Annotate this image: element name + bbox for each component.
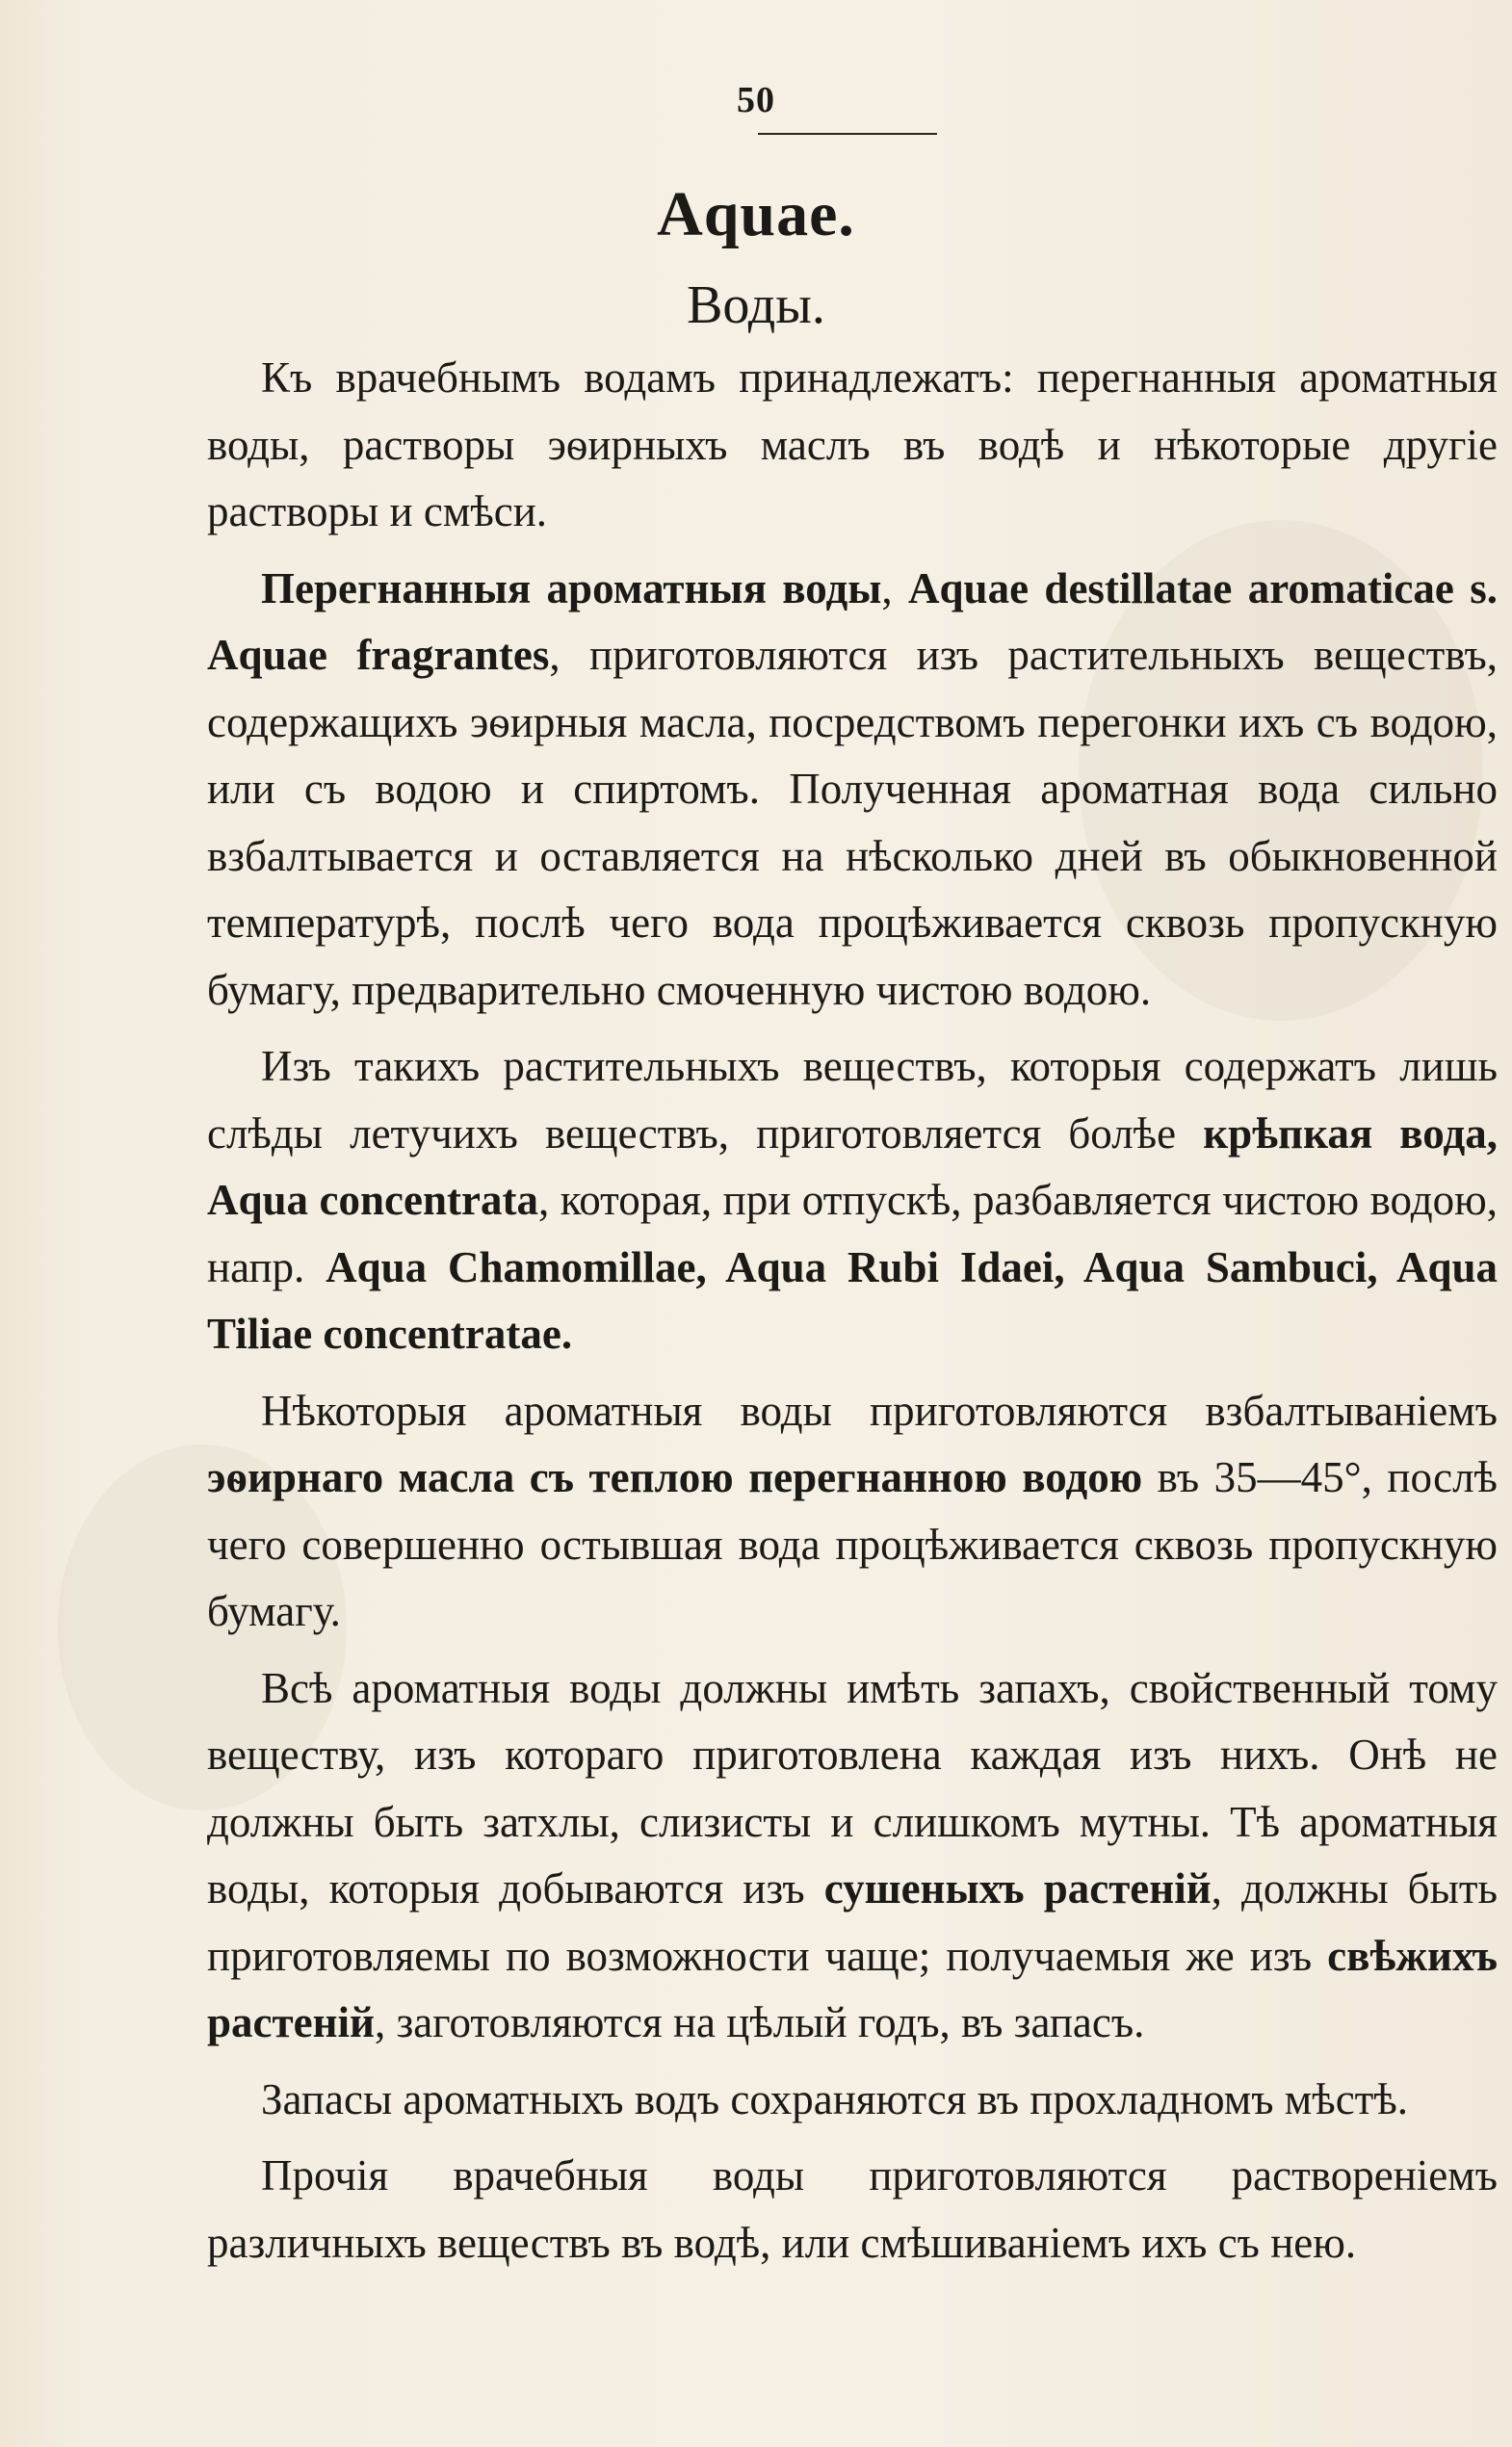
paragraph [207, 1033, 1498, 1368]
paragraph [207, 345, 1498, 546]
text-run: , заготовляются на цѣлый годъ, въ запасъ. [374, 1998, 1145, 2046]
text-run: Нѣкоторыя ароматныя воды приготовляются взбалтываніемъ [261, 1386, 1498, 1435]
term-bold: Aquae destillatae aromaticae s. Aquae fragrantes [207, 563, 1498, 679]
paragraph [207, 2067, 1498, 2134]
paragraph [207, 1655, 1498, 2057]
header-rule [758, 133, 937, 135]
text-run: Прочія врачебныя воды приготовляются раствореніемъ различныхъ веществъ въ водѣ, или смѣшиваніемъ ихъ съ нею. [207, 2151, 1498, 2267]
page-header [0, 79, 1512, 121]
paragraph [207, 556, 1498, 1025]
paragraph [207, 2143, 1498, 2277]
term-bold: Aqua Chamomillae, Aqua Rubi Idaei, Aqua Sambuci, Aqua Tiliae concentratae. [207, 1242, 1498, 1358]
term-bold: эѳирнаго масла съ теплою перегнанною водою [207, 1453, 1143, 1501]
text-run: Всѣ ароматныя воды должны имѣть запахъ, свойственный тому веществу, изъ котораго приготовлена каждая изъ нихъ. Онѣ не должны быть затхлы, слизисты и слишкомъ мутны. Тѣ ароматныя воды, которыя добываются изъ [207, 1663, 1498, 1913]
text-run: , приготовляются изъ растительныхъ веществъ, содержащихъ эѳирныя масла, посредствомъ перегонки ихъ съ водою, или съ водою и спиртомъ. Полученная ароматная вода сильно взбалтывается и оставляется на нѣсколько дней въ обыкновенной температурѣ, послѣ чего вода процѣживается сквозь пропускную бумагу, предварительно смоченную чистою водою. [207, 631, 1498, 1014]
page-number: 50 [737, 80, 775, 120]
text-run: Запасы ароматныхъ водъ сохраняются въ прохладномъ мѣстѣ. [261, 2074, 1409, 2123]
text-run: , [881, 563, 909, 612]
text-run: Къ врачебнымъ водамъ принадлежатъ: перегнанныя ароматныя воды, растворы эѳирныхъ маслъ въ водѣ и нѣкоторые другіе растворы и смѣси. [207, 353, 1498, 535]
text-run: , которая, при отпускѣ, разбавляется чистою водою, напр. [207, 1176, 1498, 1291]
body-text [207, 345, 1498, 2286]
term-bold: Перегнанныя ароматныя воды [261, 563, 882, 612]
term-bold: сушеныхъ растеній [823, 1864, 1212, 1913]
section-title-russian: Воды. [687, 275, 825, 335]
paragraph [207, 1378, 1498, 1646]
text-run: , должны быть приготовляемы по возможности чаще; получаемыя же изъ [207, 1864, 1499, 1980]
term-bold: свѣжихъ растеній [207, 1931, 1498, 2046]
term-bold: крѣпкая вода, Aqua concentrata [207, 1108, 1499, 1224]
text-run: Изъ такихъ растительныхъ веществъ, которыя содержатъ лишь слѣды летучихъ веществъ, приготовляется болѣе [207, 1042, 1498, 1158]
text-run: въ 35—45°, послѣ чего совершенно остывшая вода процѣживается сквозь пропускную бумагу. [207, 1453, 1498, 1635]
section-title-latin: Aquae. [657, 179, 855, 249]
